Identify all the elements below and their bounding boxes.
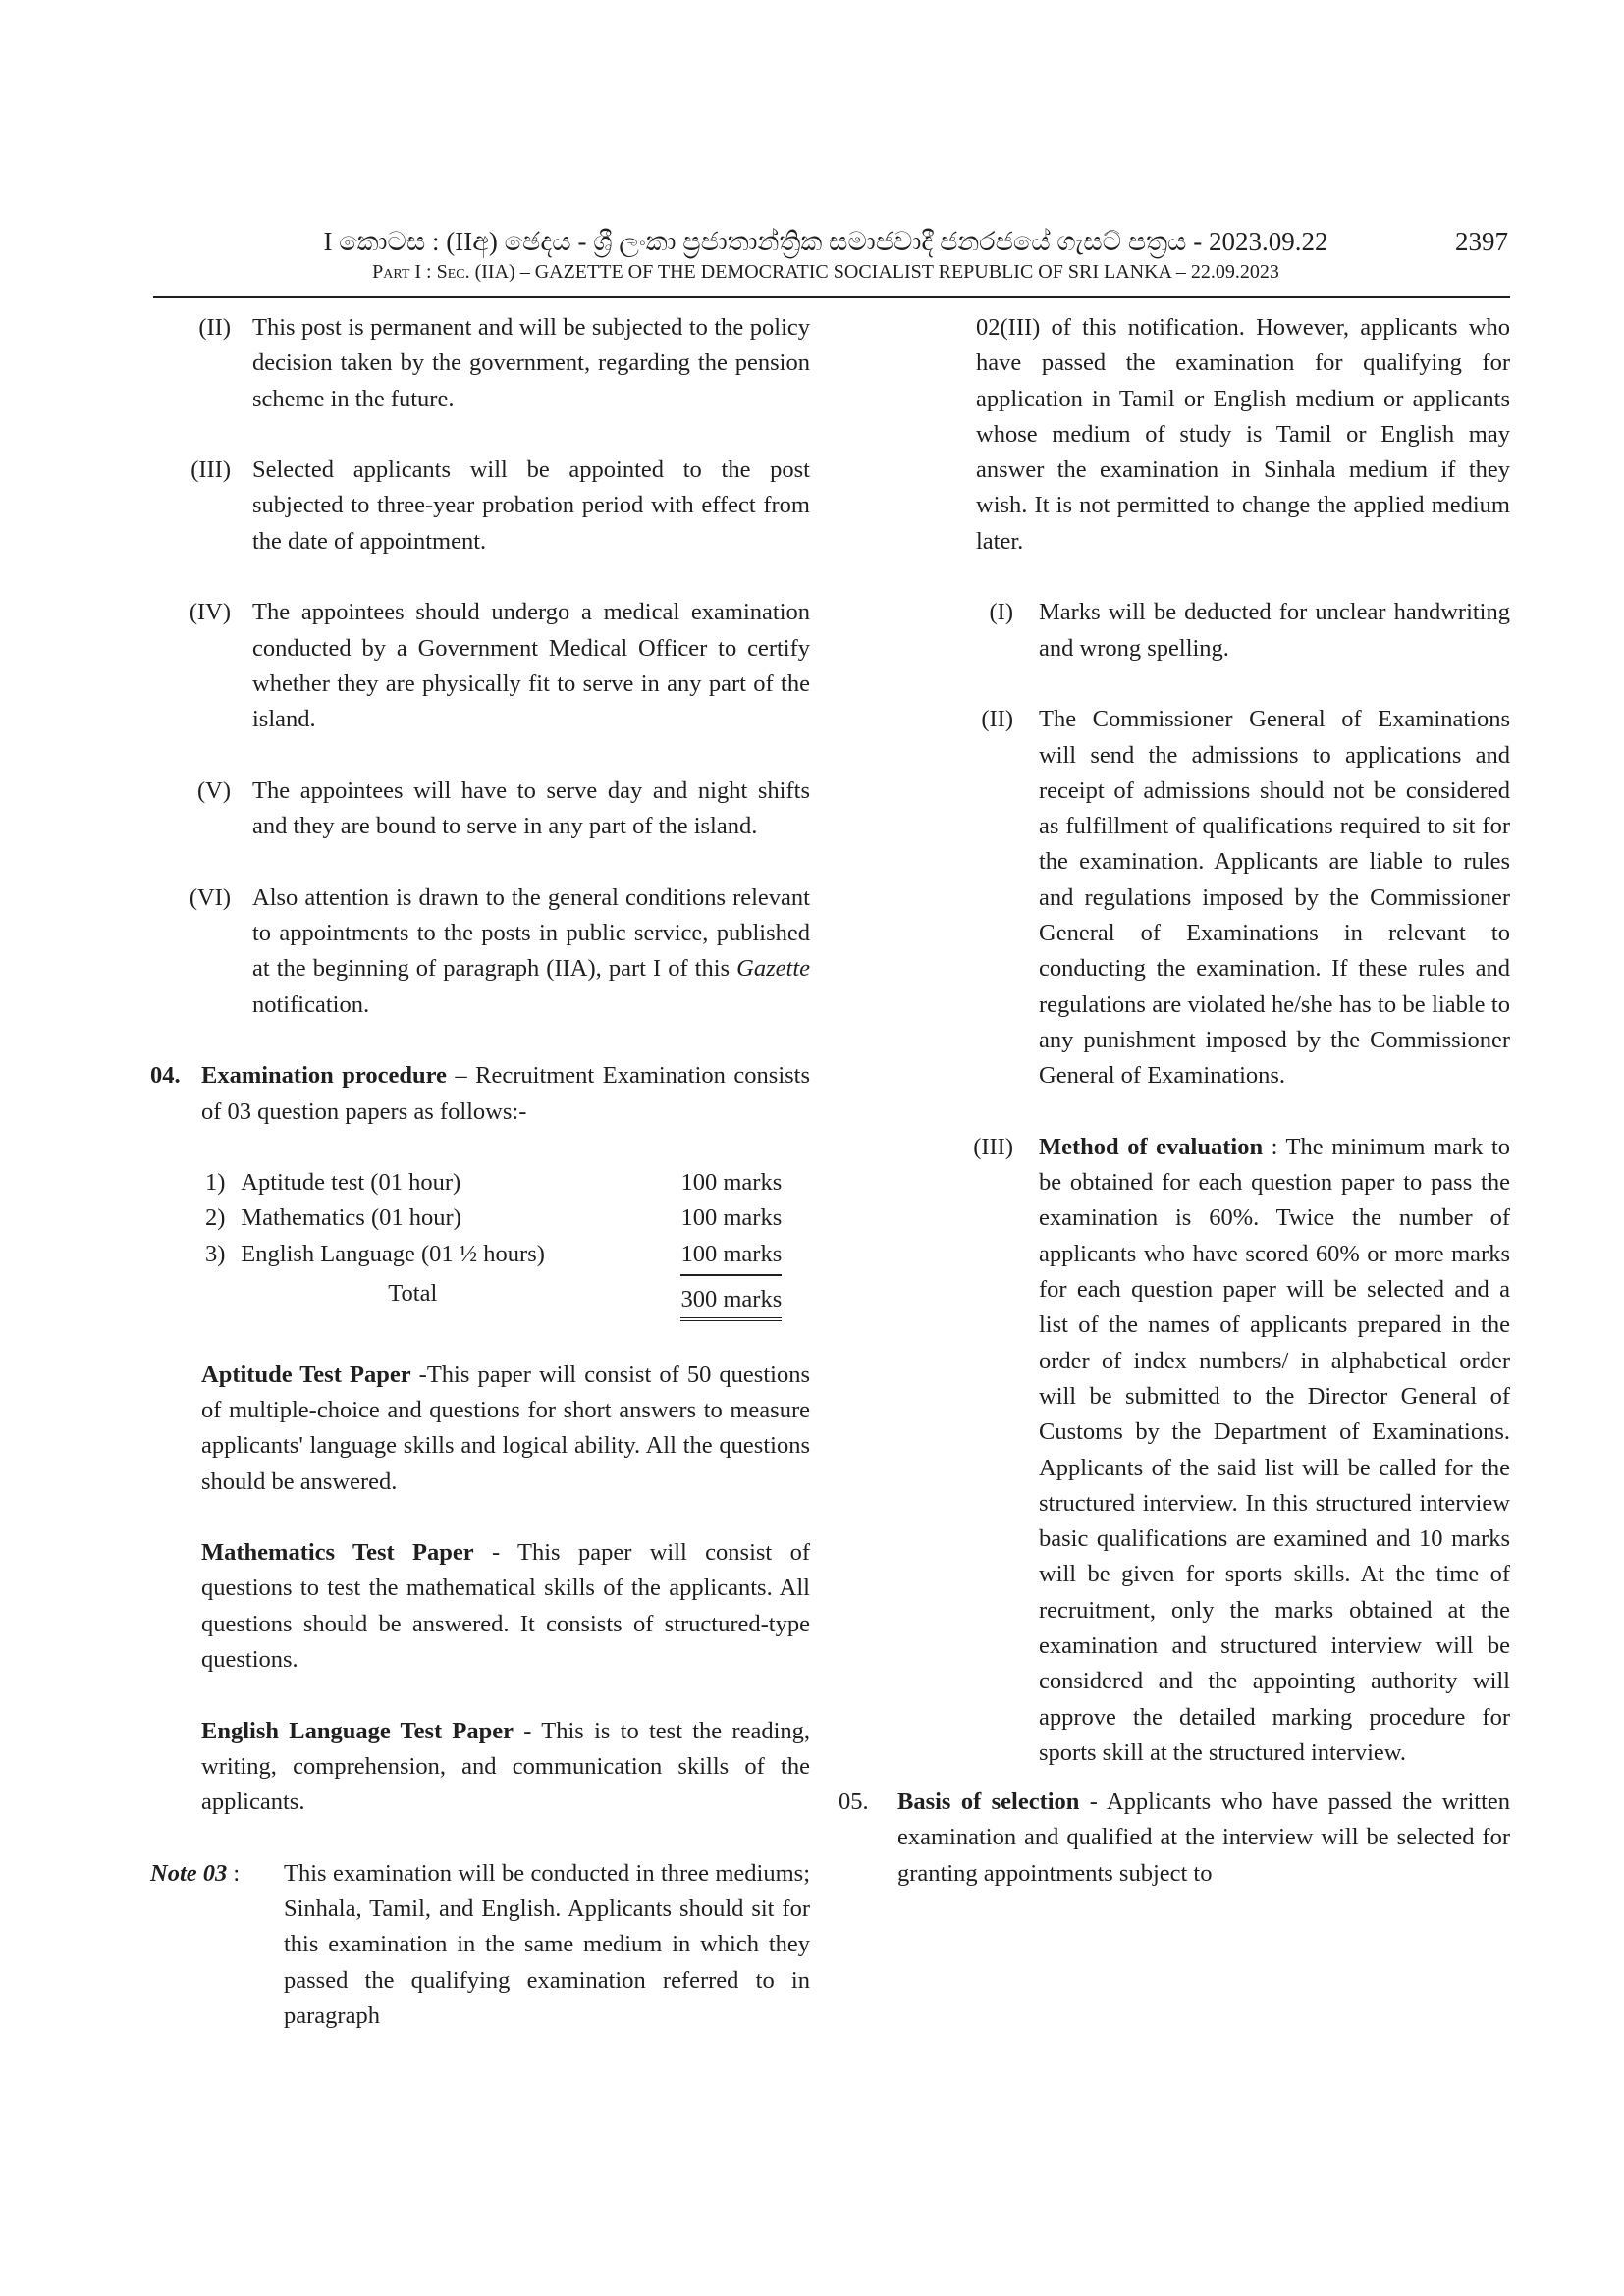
table-total-row [201, 1276, 790, 1321]
list-item-number: (III) [973, 1133, 1013, 1160]
note-text: This examination will be conducted in three mediums; Sinhala, Tamil, and English. Applicants should sit for this examination in the same medium in which they passed the qualifying examination referred to in paragraph [284, 1859, 810, 2029]
gazette-header-english [291, 259, 1361, 285]
table-cell: Aptitude test (01 hour) [241, 1169, 461, 1197]
note-label: Note 03 : [150, 1859, 241, 1887]
mathematics-paper-description: Mathematics Test Paper - This paper will consist of questions to test the mathematical skills of the applicants. All questions should be answered. It consists of structured-type questions. [201, 1539, 810, 1673]
total-marks: 300 marks [661, 1276, 790, 1321]
list-item-number: (IV) [189, 599, 231, 626]
list-item-text: The Commissioner General of Examinations will send the admissions to applications and receipt of admissions should not be considered as fulfillment of qualifications required to sit for the examination. Applicants are liable to rules and regulations imposed by the Commissioner General of Examinations in relevant to conducting the examination. If these rules and regulations are violated he/she has to be liable to any punishment imposed by the Commissioner General of Examinations. [1039, 706, 1510, 1090]
list-item-ii-right [839, 702, 1510, 1094]
table-cell: 1) [205, 1169, 226, 1197]
list-item-text: Also attention is drawn to the general conditions relevant to appointments to the posts in public service, published at the beginning of paragraph (IIA), part I of this Gazette notification. [252, 883, 810, 1018]
exam-papers-table [201, 1165, 790, 1321]
list-item-number: (I) [989, 599, 1013, 626]
list-item-number: (III) [190, 456, 231, 484]
list-item-text: The appointees will have to serve day and night shifts and they are bound to serve in any part of the island. [252, 776, 810, 840]
list-item-i [839, 595, 1510, 667]
list-item-number: (V) [196, 776, 231, 804]
list-item-iii [150, 453, 810, 560]
gazette-title: (IIA) – GAZETTE OF THE DEMOCRATIC SOCIALIST REPUBLIC OF SRI LANKA – 22.09.2023 [474, 261, 1279, 283]
right-column [839, 310, 1510, 1892]
paper-title: Mathematics Test Paper [201, 1539, 474, 1567]
table-row [201, 1165, 790, 1201]
list-item-ii [150, 310, 810, 417]
list-item-number: (II) [981, 706, 1013, 733]
section-04 [150, 1058, 810, 1130]
list-item-text: The appointees should undergo a medical examination conducted by a Government Medical Officer to certify whether they are physically fit to serve in any part of the island. [252, 599, 810, 733]
table-cell: 100 marks [680, 1169, 783, 1197]
list-item-text: Marks will be deducted for unclear handwriting and wrong spelling. [1039, 599, 1510, 662]
english-paper-description: English Language Test Paper - This is to test the reading, writing, comprehension, and communication skills of the applicants. [201, 1717, 811, 1816]
table-cell: 3) [205, 1240, 226, 1267]
list-item-text: This post is permanent and will be subjected to the policy decision taken by the government, regarding the pension scheme in the future. [252, 314, 810, 412]
list-item-text: Method of evaluation : The minimum mark to be obtained for each question paper to pass the examination is 60%. Twice the number of applicants who have scored 60% or more marks for each question paper will be selected and a list of the names of applicants prepared in the order of index numbers/ in alphabetical order will be submitted to the Director General of Customs by the Department of Examinations. Applicants of the said list will be called for the structured interview. In this structured interview basic qualifications are examined and 10 marks will be given for sports skills. At the time of recruitment, only the marks obtained at the examination and structured interview will be considered and the appointing authority will approve the detailed marking procedure for sports skill at the structured interview. [1039, 1133, 1510, 1766]
section-title: Basis of selection [897, 1789, 1080, 1816]
list-item-text: Selected applicants will be appointed to the post subjected to three-year probation period with effect from the date of appointment. [252, 456, 810, 555]
aptitude-paper-description: Aptitude Test Paper -This paper will consist of 50 questions of multiple-choice and questions for short answers to measure applicants' language skills and logical ability. All the questions should be answered. [201, 1361, 810, 1495]
left-column [150, 310, 810, 2034]
method-title: Method of evaluation [1039, 1133, 1264, 1160]
total-label: Total [388, 1280, 438, 1308]
section-number: 04. [150, 1062, 181, 1090]
table-cell: Mathematics (01 hour) [241, 1204, 461, 1232]
part-section-label: Part I : Sec. [372, 261, 470, 283]
table-cell: 2) [205, 1204, 226, 1232]
section-text: Basis of selection - Applicants who have passed the written examination and qualified at the interview will be selected for granting appointments subject to [897, 1789, 1511, 1887]
gazette-header-sinhala: I කොටස : (IIඅ) ඡෙදය - ශ්‍රී ලංකා ප්‍රජාතාන්ත්‍රික සමාජවාදී ජනරජයේ ගැසට් පත්‍රය - 2023.09.22 [323, 227, 1328, 256]
list-item-iii-right [839, 1130, 1510, 1771]
list-item-number: (VI) [189, 883, 231, 911]
section-number: 05. [839, 1789, 869, 1816]
list-item-v [150, 774, 810, 845]
section-title: Examination procedure [201, 1062, 447, 1090]
section-05 [839, 1785, 1510, 1892]
table-cell: 100 marks [661, 1237, 790, 1276]
table-cell: 100 marks [680, 1204, 783, 1232]
paper-title: English Language Test Paper [201, 1717, 514, 1744]
note-continuation: 02(III) of this notification. However, applicants who have passed the examination for qualifying for application in Tamil or English medium or applicants whose medium of study is Tamil or English may answer the examination in Sinhala medium if they wish. It is not permitted to change the applied medium later. [976, 314, 1510, 555]
list-item-number: (II) [198, 314, 231, 341]
header-rule [153, 296, 1510, 298]
note-03 [150, 1856, 810, 2034]
list-item-vi [150, 881, 810, 1023]
table-cell: English Language (01 ½ hours) [241, 1240, 545, 1267]
table-row [201, 1201, 790, 1236]
page-number: 2397 [1455, 227, 1508, 256]
table-row [201, 1237, 790, 1276]
gazette-italic: Gazette [736, 955, 810, 983]
paper-title: Aptitude Test Paper [201, 1361, 411, 1388]
section-text: Examination procedure – Recruitment Examination consists of 03 question papers as follows:- [201, 1062, 811, 1125]
list-item-iv [150, 595, 810, 737]
